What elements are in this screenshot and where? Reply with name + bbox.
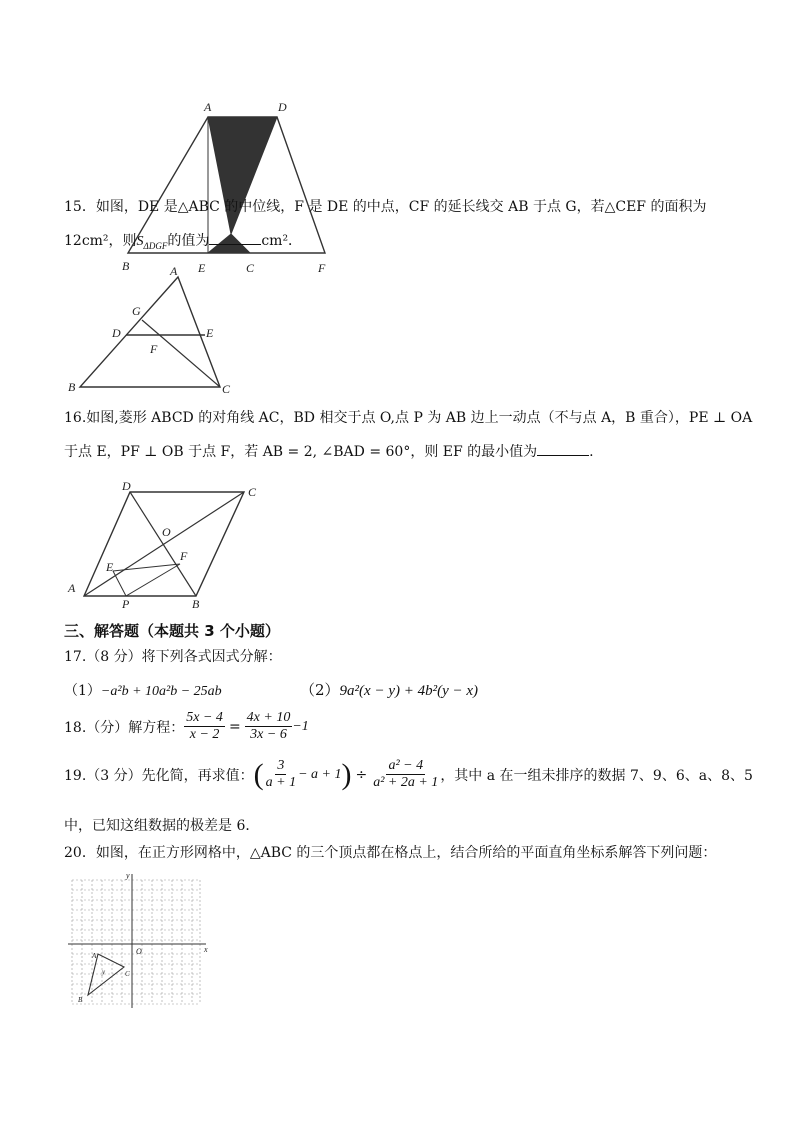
q15-label-B: B [68, 380, 76, 394]
q18-prefix: 18.（分）解方程： [64, 719, 185, 736]
q15-label-C: C [222, 382, 231, 396]
q19-div: ÷ [355, 766, 368, 783]
q15-label-E: E [206, 326, 214, 340]
q16-line2-pre: 于点 E，PF ⊥ OB 于点 F，若 AB = 2, ∠BAD = 60°，则 EF 的最小值为 [64, 444, 538, 460]
q15-s-index: ΔDGF [143, 240, 168, 251]
q15-line2 [64, 230, 302, 251]
q19-expression: 19.（3 分）先化简，再求值： ( $\frac{3}{a + 1}$ − a + 1 ) ÷ $\frac{\text{a² − 4}}{\text{a² + 2a + 1}}$ ，其中 a 在一组未排序的数据 7、9、6、a、8、5 [64, 757, 753, 791]
q17-part2-expr: 9a²(x − y) + 4b²(y − x) [339, 683, 479, 699]
label-D: D [278, 100, 287, 114]
section-three-heading: 三、解答题（本题共 3 个小题） [64, 622, 280, 640]
q20-label-y: y [126, 871, 130, 880]
q17-part1-label: （1） [64, 683, 101, 699]
q15-s: S [136, 234, 144, 249]
q20-label-y-inner: y [102, 968, 106, 976]
q19-f2-den: a² + 2a + 1 [373, 775, 439, 790]
q16-label-D: D [122, 479, 131, 493]
q20-label-x: x [204, 945, 208, 954]
q15-line2-post: 的值为 [167, 233, 210, 249]
figure-q20-grid [68, 870, 213, 1010]
q16-label-O: O [162, 525, 171, 539]
q19-f1-num: 3 [277, 758, 285, 773]
q16-label-A: A [68, 581, 76, 595]
q19-mid: − a + 1 [298, 766, 342, 782]
q17-part1 [64, 680, 222, 700]
q15-line2-pre: 12cm²，则 [64, 233, 137, 249]
q16-line1: 16.如图,菱形 ABCD 的对角线 AC，BD 相交于点 O,点 P 为 AB 边上一动点（不与点 A，B 重合），PE ⊥ OA [64, 410, 753, 426]
figure-q16-rhombus [60, 478, 270, 610]
q16-line2 [64, 441, 594, 461]
q20-text: 20．如图，在正方形网格中，△ABC 的三个顶点都在格点上，结合所给的平面直角坐标系解答下列问题： [64, 845, 717, 861]
q15-unit: cm²． [261, 233, 303, 249]
q19-f1-den: a + 1 [265, 775, 297, 790]
q15-line1: 15．如图，DE 是△ABC 的中位线，F 是 DE 的中点，CF 的延长线交 AB 于点 G，若△CEF 的面积为 [64, 199, 707, 215]
q19-line2: 中，已知这组数据的极差是 6． [64, 818, 260, 834]
figure-q15-triangle [60, 265, 245, 395]
q20-label-A: A [92, 952, 97, 960]
q17-part2-label: （2） [300, 681, 340, 699]
q17-part1-expr: −a²b + 10a²b − 25ab [100, 684, 222, 699]
q18-rhs-num: 4x + 10 [246, 710, 291, 725]
q15-label-G: G [132, 304, 141, 318]
q15-answer-blank [209, 230, 261, 245]
q19-f2-num: a² − 4 [388, 758, 424, 773]
q15-label-D: D [112, 326, 121, 340]
q20-label-B: B [78, 996, 83, 1004]
q18-eq: = [228, 718, 241, 735]
q17-title: 17.（8 分）将下列各式因式分解： [64, 649, 282, 665]
label-A: A [204, 100, 212, 114]
label-E: E [198, 261, 206, 275]
label-C: C [246, 261, 255, 275]
q19-suffix: ，其中 a 在一组未排序的数据 7、9、6、a、8、5 [440, 767, 753, 784]
q17-part2 [300, 679, 478, 700]
label-B: B [122, 259, 130, 273]
q18-lhs-num: 5x − 4 [186, 710, 223, 725]
q18-equation [64, 710, 309, 743]
q16-line2-post: . [589, 444, 594, 460]
q18-rhs-den: 3x − 6 [250, 727, 287, 742]
q16-label-C: C [248, 485, 257, 499]
q16-label-B: B [192, 597, 200, 611]
label-F: F [318, 261, 326, 275]
q15-label-A: A [170, 264, 178, 278]
q20-label-C: C [125, 970, 130, 978]
q18-lhs-den: x − 2 [189, 727, 220, 742]
q20-label-O: O [136, 947, 142, 956]
q15-label-F: F [150, 342, 158, 356]
q16-label-P: P [122, 597, 130, 611]
q16-answer-blank [537, 441, 589, 456]
q16-label-F: F [180, 549, 188, 563]
q19-prefix: 19.（3 分）先化简，再求值： [64, 767, 254, 784]
q18-tail: −1 [292, 718, 309, 734]
q16-label-E: E [106, 560, 114, 574]
